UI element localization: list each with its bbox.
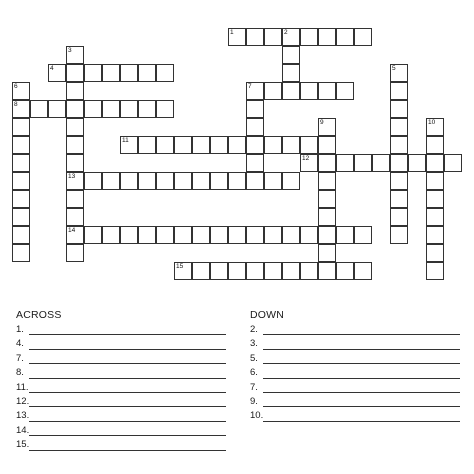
grid-cell[interactable] (174, 226, 192, 244)
across-clue-row (16, 353, 226, 367)
grid-cell[interactable] (12, 190, 30, 208)
grid-cell[interactable] (426, 208, 444, 226)
grid-cell[interactable] (156, 172, 174, 190)
down-answer-line[interactable] (263, 421, 460, 422)
grid-cell[interactable] (156, 226, 174, 244)
grid-cell[interactable] (444, 154, 462, 172)
down-answer-line[interactable] (263, 392, 460, 393)
grid-cell[interactable] (282, 64, 300, 82)
grid-cell[interactable] (228, 136, 246, 154)
across-answer-line[interactable] (29, 450, 226, 451)
grid-cell[interactable] (12, 226, 30, 244)
cell-number: 9 (320, 119, 324, 126)
grid-cell[interactable] (66, 154, 84, 172)
grid-cell[interactable] (138, 100, 156, 118)
across-clue-number: 11. (16, 381, 29, 393)
grid-cell[interactable] (228, 172, 246, 190)
grid-cell[interactable] (426, 190, 444, 208)
grid-cell[interactable] (264, 136, 282, 154)
grid-cell[interactable] (300, 82, 318, 100)
grid-cell[interactable] (318, 136, 336, 154)
grid-cell[interactable] (300, 136, 318, 154)
down-clue-number: 7. (250, 381, 258, 393)
across-clue-row (16, 338, 226, 352)
grid-cell[interactable] (426, 154, 444, 172)
grid-cell[interactable] (192, 226, 210, 244)
grid-cell[interactable] (264, 172, 282, 190)
across-clue-number: 4. (16, 338, 24, 350)
grid-cell[interactable] (390, 136, 408, 154)
grid-cell[interactable] (246, 262, 264, 280)
grid-cell[interactable] (354, 28, 372, 46)
grid-cell[interactable] (102, 64, 120, 82)
grid-cell[interactable] (66, 100, 84, 118)
grid-cell[interactable] (246, 100, 264, 118)
down-clue-row (250, 353, 460, 367)
grid-cell[interactable] (264, 82, 282, 100)
down-clues (250, 309, 460, 425)
across-clue-row (16, 396, 226, 410)
across-clue-number: 8. (16, 367, 24, 379)
grid-cell[interactable] (48, 100, 66, 118)
cell-number: 4 (50, 65, 54, 72)
grid-cell[interactable] (300, 262, 318, 280)
grid-cell[interactable] (282, 226, 300, 244)
grid-cell[interactable] (426, 226, 444, 244)
down-answer-line[interactable] (263, 378, 460, 379)
across-heading: ACROSS (16, 309, 62, 321)
across-clue-number: 1. (16, 324, 24, 335)
grid-cell[interactable] (12, 118, 30, 136)
grid-cell[interactable] (336, 226, 354, 244)
grid-cell[interactable] (120, 64, 138, 82)
grid-cell[interactable] (210, 226, 228, 244)
down-clue-number: 5. (250, 352, 258, 364)
grid-cell[interactable] (390, 82, 408, 100)
cell-number: 1 (230, 29, 234, 36)
grid-cell[interactable] (246, 154, 264, 172)
grid-cell[interactable] (138, 226, 156, 244)
grid-cell[interactable] (84, 64, 102, 82)
grid-cell[interactable] (264, 262, 282, 280)
cell-number: 7 (248, 83, 252, 90)
grid-cell[interactable] (408, 154, 426, 172)
grid-cell[interactable] (318, 244, 336, 262)
grid-cell[interactable] (156, 64, 174, 82)
grid-cell[interactable] (30, 100, 48, 118)
grid-cell[interactable] (318, 172, 336, 190)
down-clue-row (250, 324, 460, 338)
grid-cell[interactable] (390, 172, 408, 190)
across-clues (16, 309, 226, 454)
across-answer-line[interactable] (29, 392, 226, 393)
grid-cell[interactable] (156, 100, 174, 118)
grid-cell[interactable] (192, 262, 210, 280)
down-clue-number: 6. (250, 367, 258, 379)
down-answer-line[interactable] (263, 406, 460, 407)
grid-cell[interactable] (192, 172, 210, 190)
grid-cell[interactable] (84, 172, 102, 190)
grid-cell[interactable] (210, 136, 228, 154)
grid-cell[interactable] (282, 172, 300, 190)
grid-cell[interactable] (84, 100, 102, 118)
grid-cell[interactable] (12, 208, 30, 226)
grid-cell[interactable] (300, 226, 318, 244)
cell-number: 11 (122, 137, 129, 144)
grid-cell[interactable] (66, 118, 84, 136)
grid-cell[interactable] (66, 208, 84, 226)
across-answer-line[interactable] (29, 378, 226, 379)
down-answer-line[interactable] (263, 334, 460, 335)
grid-cell[interactable] (318, 226, 336, 244)
across-clue-row (16, 410, 226, 424)
grid-cell[interactable] (210, 262, 228, 280)
grid-cell[interactable] (354, 226, 372, 244)
cell-number: 5 (392, 65, 396, 72)
down-clue-number: 3. (250, 338, 258, 350)
cell-number: 10 (428, 119, 436, 126)
grid-cell[interactable] (138, 172, 156, 190)
grid-cell[interactable] (66, 244, 84, 262)
grid-cell[interactable] (102, 226, 120, 244)
grid-cell[interactable] (336, 28, 354, 46)
grid-cell[interactable] (318, 208, 336, 226)
across-clue-row (16, 439, 226, 453)
grid-cell[interactable] (318, 82, 336, 100)
grid-cell[interactable] (228, 262, 246, 280)
grid-cell[interactable] (282, 262, 300, 280)
cell-number: 14 (68, 227, 76, 234)
grid-cell[interactable] (390, 190, 408, 208)
grid-cell[interactable] (210, 172, 228, 190)
grid-cell[interactable] (390, 226, 408, 244)
grid-cell[interactable] (138, 136, 156, 154)
across-answer-line[interactable] (29, 406, 226, 407)
across-clue-number: 13. (16, 410, 30, 422)
across-answer-line[interactable] (29, 435, 226, 436)
grid-cell[interactable] (336, 262, 354, 280)
grid-cell[interactable] (282, 46, 300, 64)
grid-cell[interactable] (246, 118, 264, 136)
grid-cell[interactable] (282, 82, 300, 100)
grid-cell[interactable] (390, 154, 408, 172)
cell-number: 13 (68, 173, 76, 180)
cell-number: 12 (302, 155, 310, 162)
grid-cell[interactable] (120, 100, 138, 118)
grid-cell[interactable] (246, 136, 264, 154)
grid-cell[interactable] (426, 136, 444, 154)
cell-number: 6 (14, 83, 18, 90)
grid-cell[interactable] (66, 64, 84, 82)
across-clue-row (16, 425, 226, 439)
grid-cell[interactable] (426, 262, 444, 280)
grid-cell[interactable] (264, 28, 282, 46)
grid-cell[interactable] (300, 28, 318, 46)
across-clue-number: 14. (16, 424, 30, 436)
grid-cell[interactable] (120, 226, 138, 244)
down-clue-row (250, 410, 460, 424)
grid-cell[interactable] (246, 28, 264, 46)
grid-cell[interactable] (246, 226, 264, 244)
grid-cell[interactable] (66, 136, 84, 154)
grid-cell[interactable] (372, 154, 390, 172)
down-heading: DOWN (250, 309, 285, 321)
grid-cell[interactable] (66, 190, 84, 208)
grid-cell[interactable] (12, 136, 30, 154)
grid-cell[interactable] (84, 226, 102, 244)
down-clue-row (250, 338, 460, 352)
across-clue-row (16, 367, 226, 381)
across-clue-number: 7. (16, 352, 24, 364)
grid-cell[interactable] (426, 244, 444, 262)
grid-cell[interactable] (264, 226, 282, 244)
grid-cell[interactable] (318, 28, 336, 46)
grid-cell[interactable] (282, 136, 300, 154)
across-clue-row (16, 382, 226, 396)
down-clue-row (250, 396, 460, 410)
grid-cell[interactable] (336, 82, 354, 100)
grid-cell[interactable] (354, 154, 372, 172)
down-answer-line[interactable] (263, 349, 460, 350)
across-answer-line[interactable] (29, 363, 226, 364)
grid-cell[interactable] (390, 208, 408, 226)
across-clue-number: 15. (16, 439, 30, 451)
across-clue-row (16, 324, 226, 338)
cell-number: 15 (176, 263, 184, 270)
grid-cell[interactable] (12, 172, 30, 190)
down-clue-row (250, 367, 460, 381)
grid-cell[interactable] (102, 100, 120, 118)
grid-cell[interactable] (174, 172, 192, 190)
grid-cell[interactable] (318, 262, 336, 280)
grid-cell[interactable] (102, 172, 120, 190)
grid-cell[interactable] (390, 100, 408, 118)
grid-cell[interactable] (120, 172, 138, 190)
across-answer-line[interactable] (29, 334, 226, 335)
grid-cell[interactable] (12, 244, 30, 262)
grid-cell[interactable] (246, 172, 264, 190)
down-clue-number: 2. (250, 324, 258, 335)
across-answer-line[interactable] (29, 349, 226, 350)
grid-cell[interactable] (354, 262, 372, 280)
grid-cell[interactable] (12, 154, 30, 172)
grid-cell[interactable] (228, 226, 246, 244)
down-clue-number: 10. (250, 410, 264, 422)
down-answer-line[interactable] (263, 363, 460, 364)
grid-cell[interactable] (426, 172, 444, 190)
grid-cell[interactable] (318, 190, 336, 208)
cell-number: 8 (14, 101, 18, 108)
cell-number: 2 (284, 29, 288, 36)
down-clue-number: 9. (250, 395, 258, 407)
down-clue-row (250, 382, 460, 396)
grid-cell[interactable] (138, 64, 156, 82)
across-answer-line[interactable] (29, 421, 226, 422)
grid-cell[interactable] (174, 136, 192, 154)
across-clue-number: 12. (16, 395, 30, 407)
cell-number: 3 (68, 47, 72, 54)
grid-cell[interactable] (336, 154, 354, 172)
grid-cell[interactable] (318, 154, 336, 172)
grid-cell[interactable] (156, 136, 174, 154)
grid-cell[interactable] (66, 82, 84, 100)
grid-cell[interactable] (390, 118, 408, 136)
grid-cell[interactable] (192, 136, 210, 154)
